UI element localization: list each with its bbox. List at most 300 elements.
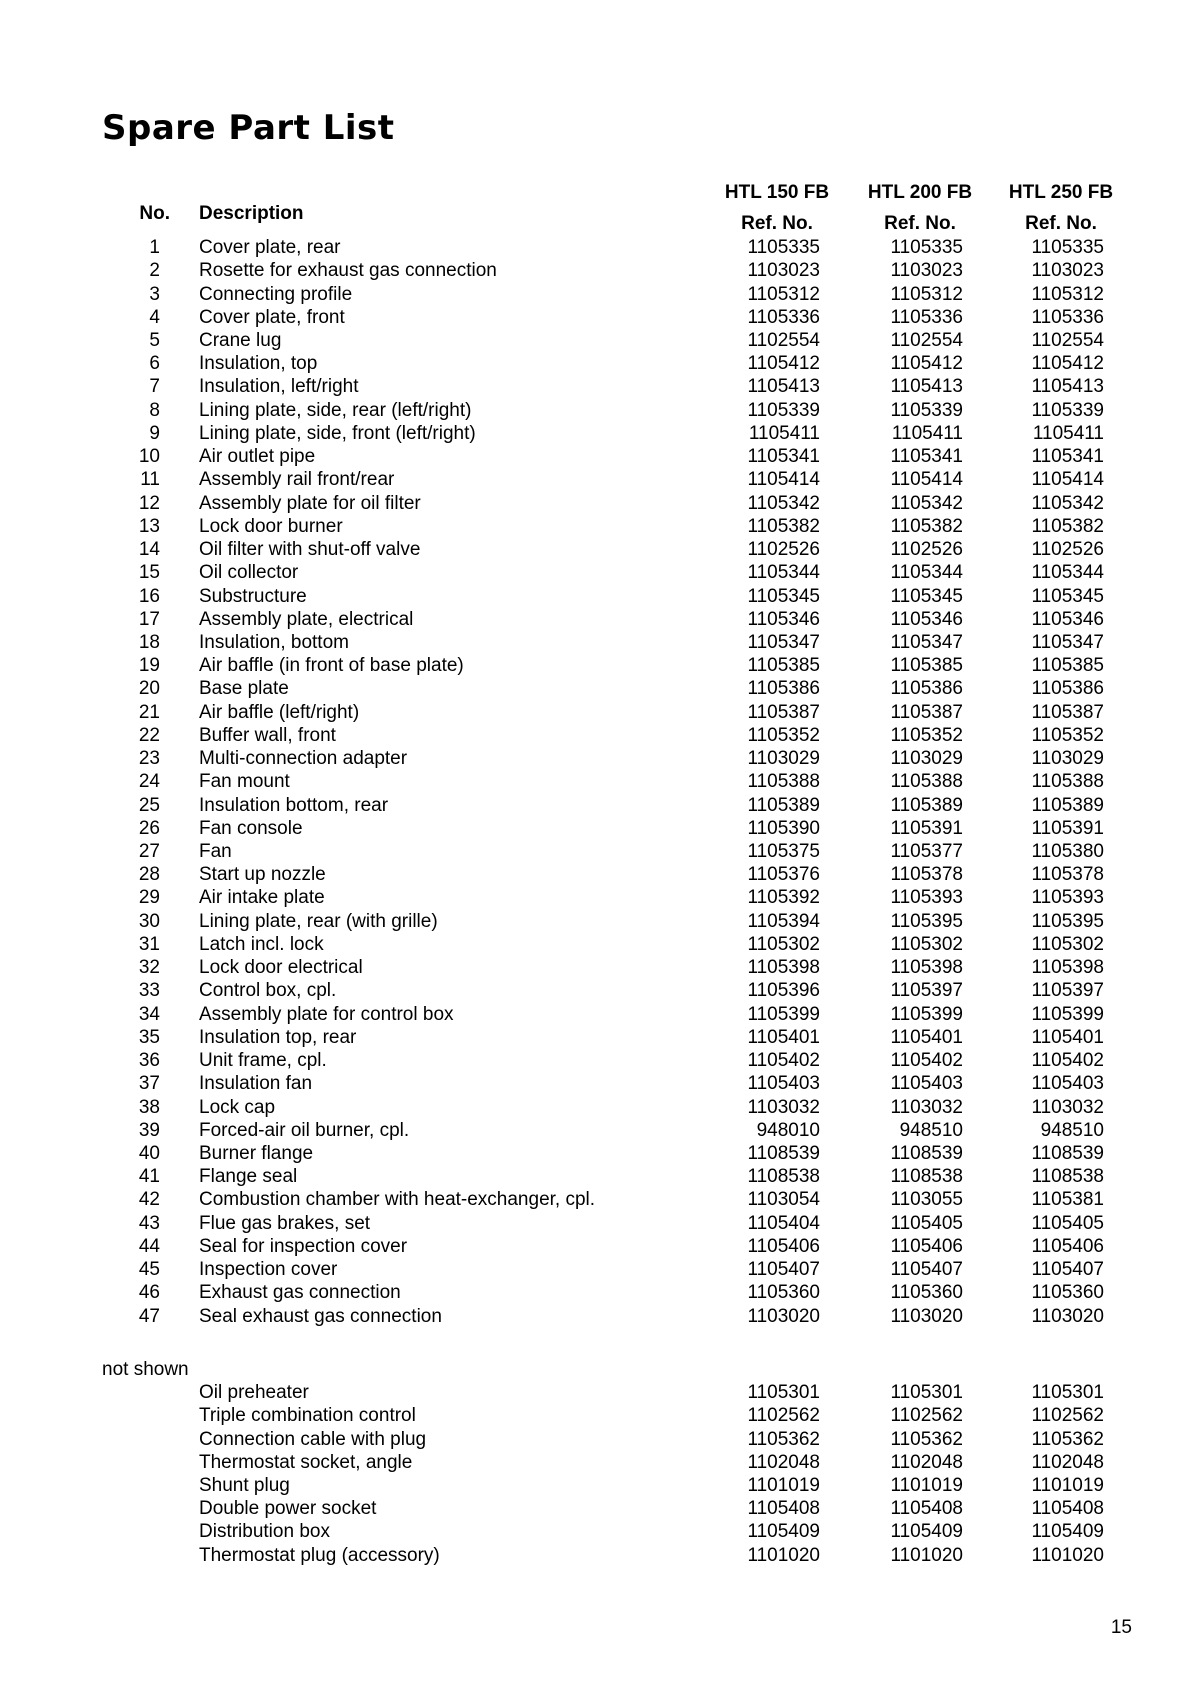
ref-no-htl150: 1105345 <box>747 585 820 607</box>
ref-no-htl250: 1105385 <box>1031 655 1104 677</box>
part-number: 35 <box>138 1026 160 1048</box>
table-row <box>0 352 1190 375</box>
ref-no-htl200: 1105402 <box>890 1050 963 1072</box>
ref-no-htl200: 1105382 <box>890 515 963 537</box>
ref-no-htl250: 1105411 <box>1032 422 1104 444</box>
table-row <box>0 770 1190 793</box>
ref-no-htl250: 1105401 <box>1031 1026 1104 1048</box>
ref-no-htl250: 1105344 <box>1031 562 1104 584</box>
part-description: Base plate <box>199 678 289 700</box>
part-description: Seal exhaust gas connection <box>199 1305 442 1327</box>
table-row <box>0 538 1190 561</box>
table-row <box>0 283 1190 306</box>
part-number: 42 <box>138 1189 160 1211</box>
part-description: Start up nozzle <box>199 864 326 886</box>
ref-no-htl150: 1105413 <box>747 376 820 398</box>
ref-no-htl250: 1105302 <box>1031 933 1104 955</box>
ref-no-htl150: 1108539 <box>747 1143 820 1164</box>
table-row <box>0 375 1190 398</box>
ref-no-htl150: 1105388 <box>747 771 820 793</box>
table-row <box>0 1142 1190 1165</box>
table-row <box>0 1188 1190 1211</box>
table-row <box>0 1049 1190 1072</box>
header-model-htl250 <box>986 177 1136 239</box>
ref-no-htl150: 1105302 <box>747 933 820 955</box>
header-no: No. <box>139 203 170 224</box>
ref-no-htl200: 1105414 <box>890 469 963 491</box>
part-description: Lock cap <box>199 1096 276 1118</box>
part-description: Thermostat socket, angle <box>199 1451 413 1473</box>
ref-no-htl250: 1108538 <box>1031 1166 1104 1188</box>
table-row <box>0 585 1190 608</box>
ref-no-htl250: 1105413 <box>1031 376 1104 398</box>
ref-no-htl250: 1105312 <box>1031 283 1104 305</box>
ref-no-htl150: 1105386 <box>747 678 820 700</box>
part-number: 18 <box>138 631 160 653</box>
ref-no-htl150: 1102554 <box>747 329 820 351</box>
ref-no-htl150: 1105385 <box>747 655 820 677</box>
table-row <box>0 1474 1190 1497</box>
ref-no-htl250: 1105345 <box>1031 585 1104 607</box>
part-number: 40 <box>138 1143 160 1164</box>
page-title: Spare Part List <box>102 108 395 148</box>
part-number: 46 <box>138 1282 160 1304</box>
part-number: 12 <box>138 492 160 514</box>
ref-no-htl250: 1102562 <box>1031 1405 1104 1427</box>
part-number: 47 <box>138 1305 160 1327</box>
ref-no-htl150: 1105389 <box>747 794 820 816</box>
ref-no-htl200: 1105395 <box>890 910 963 932</box>
part-description: Forced-air oil burner, cpl. <box>199 1119 410 1141</box>
ref-no-htl200: 1105387 <box>890 701 963 723</box>
ref-no-htl200: 1105385 <box>890 655 963 677</box>
ref-no-htl250: 948510 <box>1040 1119 1104 1141</box>
part-number: 9 <box>149 422 160 444</box>
ref-no-htl200: 1105391 <box>890 817 963 839</box>
ref-no-htl150: 1101020 <box>747 1544 820 1566</box>
part-description: Burner flange <box>199 1143 314 1164</box>
ref-no-htl150: 1102562 <box>747 1405 820 1427</box>
ref-no-htl250: 1102048 <box>1031 1451 1104 1473</box>
table-row <box>0 1096 1190 1119</box>
ref-no-htl150: 1105408 <box>747 1498 820 1520</box>
header-ref-label: Ref. No. <box>741 213 813 234</box>
part-description: Triple combination control <box>199 1405 416 1427</box>
ref-no-htl200: 1102562 <box>890 1405 963 1427</box>
ref-no-htl250: 1105393 <box>1031 887 1104 909</box>
part-description: Lock door electrical <box>199 957 363 979</box>
table-row <box>0 399 1190 422</box>
ref-no-htl150: 1102048 <box>747 1451 820 1473</box>
part-number: 37 <box>138 1073 160 1095</box>
part-description: Connecting profile <box>199 283 353 305</box>
ref-no-htl200: 1103029 <box>890 748 963 770</box>
part-number: 1 <box>149 237 160 258</box>
part-number: 41 <box>138 1166 160 1188</box>
table-row <box>0 236 1190 259</box>
ref-no-htl150: 1103032 <box>747 1096 820 1118</box>
table-row <box>0 1119 1190 1142</box>
ref-no-htl200: 1105401 <box>890 1026 963 1048</box>
table-row <box>0 817 1190 840</box>
ref-no-htl200: 1105413 <box>890 376 963 398</box>
part-description: Buffer wall, front <box>199 724 336 746</box>
ref-no-htl150: 1105312 <box>747 283 820 305</box>
part-number: 23 <box>138 748 160 770</box>
part-number: 16 <box>138 585 160 607</box>
part-description: Air baffle (left/right) <box>199 701 360 723</box>
part-description: Oil collector <box>199 562 299 584</box>
ref-no-htl250: 1103023 <box>1031 260 1104 282</box>
part-description: Assembly plate for control box <box>199 1003 454 1025</box>
ref-no-htl200: 1105360 <box>890 1282 963 1304</box>
ref-no-htl200: 1102554 <box>890 329 963 351</box>
ref-no-htl150: 1105360 <box>747 1282 820 1304</box>
ref-no-htl150: 1103054 <box>747 1189 820 1211</box>
ref-no-htl150: 1105335 <box>747 237 820 258</box>
part-description: Cover plate, rear <box>199 237 341 258</box>
ref-no-htl250: 1103020 <box>1031 1305 1104 1327</box>
ref-no-htl150: 1105347 <box>747 631 820 653</box>
ref-no-htl150: 1105398 <box>747 957 820 979</box>
ref-no-htl150: 1105394 <box>747 910 820 932</box>
part-number: 30 <box>138 910 160 932</box>
ref-no-htl250: 1105378 <box>1031 864 1104 886</box>
ref-no-htl200: 1105398 <box>890 957 963 979</box>
ref-no-htl150: 1105414 <box>747 469 820 491</box>
part-description: Substructure <box>199 585 307 607</box>
part-description: Distribution box <box>199 1521 330 1543</box>
table-row <box>0 1497 1190 1520</box>
ref-no-htl150: 1105403 <box>747 1073 820 1095</box>
ref-no-htl250: 1105360 <box>1031 1282 1104 1304</box>
ref-no-htl200: 1105407 <box>890 1259 963 1281</box>
table-row <box>0 1520 1190 1543</box>
part-description: Crane lug <box>199 329 282 351</box>
table-row <box>0 1428 1190 1451</box>
part-description: Insulation bottom, rear <box>199 794 389 816</box>
ref-no-htl250: 1105382 <box>1031 515 1104 537</box>
part-number: 43 <box>138 1212 160 1234</box>
ref-no-htl250: 1105380 <box>1031 841 1104 862</box>
header-model-name: HTL 150 FB <box>724 182 830 203</box>
ref-no-htl200: 1105341 <box>890 446 963 468</box>
ref-no-htl200: 1105411 <box>891 422 963 444</box>
table-row <box>0 886 1190 909</box>
ref-no-htl250: 1105347 <box>1031 631 1104 653</box>
table-row <box>0 1165 1190 1188</box>
ref-no-htl150: 1105402 <box>747 1050 820 1072</box>
ref-no-htl250: 1105335 <box>1031 237 1104 258</box>
part-description: Fan mount <box>199 771 290 793</box>
ref-no-htl250: 1105399 <box>1031 1003 1104 1025</box>
part-description: Insulation fan <box>199 1073 313 1095</box>
ref-no-htl150: 1105301 <box>747 1382 820 1403</box>
part-number: 6 <box>149 353 160 375</box>
part-number: 26 <box>138 817 160 839</box>
part-number: 22 <box>138 724 160 746</box>
part-description: Combustion chamber with heat-exchanger, cpl. <box>199 1189 596 1211</box>
ref-no-htl150: 1105336 <box>747 306 820 328</box>
header-ref-label: Ref. No. <box>1025 213 1097 234</box>
ref-no-htl250: 1103032 <box>1031 1096 1104 1118</box>
part-description: Assembly plate, electrical <box>199 608 414 630</box>
ref-no-htl200: 1105377 <box>890 841 963 862</box>
part-description: Thermostat plug (accessory) <box>199 1544 440 1566</box>
table-row <box>0 422 1190 445</box>
table-row <box>0 561 1190 584</box>
ref-no-htl250: 1105301 <box>1031 1382 1104 1403</box>
ref-no-htl250: 1105406 <box>1031 1235 1104 1257</box>
part-description: Assembly plate for oil filter <box>199 492 421 514</box>
ref-no-htl250: 1101020 <box>1031 1544 1104 1566</box>
table-row <box>0 515 1190 538</box>
ref-no-htl150: 1105401 <box>747 1026 820 1048</box>
part-number: 13 <box>138 515 160 537</box>
ref-no-htl200: 1105386 <box>890 678 963 700</box>
ref-no-htl150: 1102526 <box>747 539 820 560</box>
table-row <box>0 1404 1190 1427</box>
ref-no-htl150: 1103020 <box>747 1305 820 1327</box>
ref-no-htl200: 948510 <box>899 1119 963 1141</box>
ref-no-htl200: 1105408 <box>890 1498 963 1520</box>
header-model-name: HTL 200 FB <box>867 182 973 203</box>
ref-no-htl250: 1105397 <box>1031 980 1104 1002</box>
ref-no-htl250: 1105414 <box>1031 469 1104 491</box>
ref-no-htl200: 1105389 <box>890 794 963 816</box>
ref-no-htl200: 1105352 <box>890 724 963 746</box>
ref-no-htl150: 1105412 <box>747 353 820 375</box>
ref-no-htl250: 1105391 <box>1031 817 1104 839</box>
table-row <box>0 468 1190 491</box>
ref-no-htl200: 1105412 <box>890 353 963 375</box>
ref-no-htl250: 1105341 <box>1031 446 1104 468</box>
ref-no-htl250: 1105388 <box>1031 771 1104 793</box>
table-row <box>0 933 1190 956</box>
header-description: Description <box>199 203 304 224</box>
ref-no-htl150: 1105396 <box>747 980 820 1002</box>
ref-no-htl250: 1105395 <box>1031 910 1104 932</box>
table-row <box>0 329 1190 352</box>
part-description: Lining plate, side, rear (left/right) <box>199 399 472 421</box>
ref-no-htl150: 1105399 <box>747 1003 820 1025</box>
part-number: 7 <box>149 376 160 398</box>
part-number: 45 <box>138 1259 160 1281</box>
part-number: 31 <box>138 933 160 955</box>
ref-no-htl250: 1102554 <box>1031 329 1104 351</box>
part-number: 3 <box>149 283 160 305</box>
ref-no-htl200: 1108539 <box>890 1143 963 1164</box>
ref-no-htl150: 1105376 <box>747 864 820 886</box>
ref-no-htl250: 1105412 <box>1031 353 1104 375</box>
ref-no-htl250: 1105405 <box>1031 1212 1104 1234</box>
part-number: 15 <box>138 562 160 584</box>
ref-no-htl150: 1105409 <box>747 1521 820 1543</box>
part-description: Insulation, bottom <box>199 631 349 653</box>
ref-no-htl200: 1105347 <box>890 631 963 653</box>
ref-no-htl250: 1105387 <box>1031 701 1104 723</box>
ref-no-htl150: 1105392 <box>747 887 820 909</box>
ref-no-htl200: 1108538 <box>890 1166 963 1188</box>
ref-no-htl250: 1105336 <box>1031 306 1104 328</box>
ref-no-htl200: 1105393 <box>890 887 963 909</box>
table-row <box>0 1451 1190 1474</box>
ref-no-htl200: 1101019 <box>890 1474 963 1496</box>
table-row <box>0 306 1190 329</box>
ref-no-htl200: 1105409 <box>890 1521 963 1543</box>
ref-no-htl250: 1105352 <box>1031 724 1104 746</box>
ref-no-htl150: 1105387 <box>747 701 820 723</box>
part-description: Fan <box>199 841 232 862</box>
part-description: Rosette for exhaust gas connection <box>199 260 497 282</box>
ref-no-htl150: 1105411 <box>748 422 820 444</box>
part-description: Lock door burner <box>199 515 343 537</box>
part-description: Air baffle (in front of base plate) <box>199 655 464 677</box>
table-row <box>0 1305 1190 1328</box>
table-row <box>0 492 1190 515</box>
ref-no-htl200: 1103055 <box>890 1189 963 1211</box>
table-row <box>0 1003 1190 1026</box>
table-row <box>0 863 1190 886</box>
header-ref-label: Ref. No. <box>884 213 956 234</box>
part-number: 20 <box>138 678 160 700</box>
part-description: Oil filter with shut-off valve <box>199 539 421 560</box>
table-row <box>0 445 1190 468</box>
part-number: 25 <box>138 794 160 816</box>
ref-no-htl250: 1105381 <box>1031 1189 1104 1211</box>
ref-no-htl150: 1105346 <box>747 608 820 630</box>
part-description: Fan console <box>199 817 303 839</box>
part-number: 28 <box>138 864 160 886</box>
ref-no-htl200: 1105344 <box>890 562 963 584</box>
ref-no-htl150: 1101019 <box>747 1474 820 1496</box>
table-row <box>0 794 1190 817</box>
part-description: Cover plate, front <box>199 306 345 328</box>
part-description: Connection cable with plug <box>199 1428 427 1450</box>
ref-no-htl150: 1105406 <box>747 1235 820 1257</box>
ref-no-htl150: 948010 <box>756 1119 820 1141</box>
part-description: Shunt plug <box>199 1474 290 1496</box>
part-number: 39 <box>138 1119 160 1141</box>
ref-no-htl250: 1105409 <box>1031 1521 1104 1543</box>
table-row <box>0 840 1190 863</box>
part-description: Insulation top, rear <box>199 1026 357 1048</box>
ref-no-htl250: 1108539 <box>1031 1143 1104 1164</box>
part-number: 17 <box>138 608 160 630</box>
table-row <box>0 259 1190 282</box>
ref-no-htl200: 1105335 <box>890 237 963 258</box>
page-number: 15 <box>1110 1617 1132 1638</box>
ref-no-htl200: 1105339 <box>890 399 963 421</box>
part-description: Control box, cpl. <box>199 980 337 1002</box>
part-number: 38 <box>138 1096 160 1118</box>
ref-no-htl200: 1101020 <box>890 1544 963 1566</box>
ref-no-htl200: 1105345 <box>890 585 963 607</box>
ref-no-htl250: 1105346 <box>1031 608 1104 630</box>
part-number: 19 <box>138 655 160 677</box>
part-description: Lining plate, rear (with grille) <box>199 910 438 932</box>
part-description: Insulation, top <box>199 353 318 375</box>
part-number: 21 <box>138 701 160 723</box>
ref-no-htl250: 1105398 <box>1031 957 1104 979</box>
ref-no-htl250: 1105362 <box>1031 1428 1104 1450</box>
part-number: 11 <box>140 469 160 491</box>
header-model-htl200 <box>845 177 995 239</box>
part-number: 34 <box>138 1003 160 1025</box>
part-description: Air intake plate <box>199 887 325 909</box>
table-row <box>0 1235 1190 1258</box>
ref-no-htl150: 1105375 <box>747 841 820 862</box>
ref-no-htl200: 1103032 <box>890 1096 963 1118</box>
part-number: 10 <box>138 446 160 468</box>
ref-no-htl200: 1105403 <box>890 1073 963 1095</box>
ref-no-htl250: 1105339 <box>1031 399 1104 421</box>
ref-no-htl200: 1105346 <box>890 608 963 630</box>
table-row <box>0 956 1190 979</box>
ref-no-htl200: 1105397 <box>890 980 963 1002</box>
header-model-htl150 <box>702 177 852 239</box>
ref-no-htl150: 1108538 <box>747 1166 820 1188</box>
ref-no-htl150: 1103023 <box>747 260 820 282</box>
ref-no-htl200: 1105302 <box>890 933 963 955</box>
part-number: 14 <box>138 539 160 560</box>
part-number: 44 <box>138 1235 160 1257</box>
part-number: 4 <box>149 306 160 328</box>
table-row <box>0 1281 1190 1304</box>
table-row <box>0 654 1190 677</box>
table-row <box>0 1212 1190 1235</box>
part-description: Flange seal <box>199 1166 298 1188</box>
ref-no-htl150: 1105390 <box>747 817 820 839</box>
ref-no-htl200: 1102526 <box>890 539 963 560</box>
table-row <box>0 608 1190 631</box>
part-description: Multi-connection adapter <box>199 748 408 770</box>
header-model-name: HTL 250 FB <box>1008 182 1114 203</box>
ref-no-htl150: 1105404 <box>747 1212 820 1234</box>
ref-no-htl150: 1105339 <box>747 399 820 421</box>
ref-no-htl250: 1105403 <box>1031 1073 1104 1095</box>
part-number: 5 <box>149 329 160 351</box>
part-number: 24 <box>138 771 160 793</box>
ref-no-htl250: 1102526 <box>1031 539 1104 560</box>
table-row <box>0 979 1190 1002</box>
part-description: Oil preheater <box>199 1382 309 1403</box>
ref-no-htl150: 1105362 <box>747 1428 820 1450</box>
ref-no-htl200: 1105406 <box>890 1235 963 1257</box>
table-row <box>0 1072 1190 1095</box>
ref-no-htl200: 1105312 <box>890 283 963 305</box>
table-row <box>0 910 1190 933</box>
part-description: Flue gas brakes, set <box>199 1212 371 1234</box>
part-description: Double power socket <box>199 1498 377 1520</box>
part-description: Lining plate, side, front (left/right) <box>199 422 476 444</box>
ref-no-htl250: 1105389 <box>1031 794 1104 816</box>
ref-no-htl250: 1105386 <box>1031 678 1104 700</box>
ref-no-htl250: 1105407 <box>1031 1259 1104 1281</box>
ref-no-htl200: 1103023 <box>890 260 963 282</box>
part-number: 29 <box>138 887 160 909</box>
ref-no-htl250: 1105408 <box>1031 1498 1104 1520</box>
ref-no-htl150: 1105341 <box>747 446 820 468</box>
ref-no-htl150: 1105344 <box>747 562 820 584</box>
not-shown-label: not shown <box>102 1359 189 1380</box>
table-row <box>0 724 1190 747</box>
part-number: 36 <box>138 1050 160 1072</box>
ref-no-htl150: 1105342 <box>747 492 820 514</box>
table-row <box>0 1026 1190 1049</box>
table-row <box>0 701 1190 724</box>
ref-no-htl150: 1105352 <box>747 724 820 746</box>
